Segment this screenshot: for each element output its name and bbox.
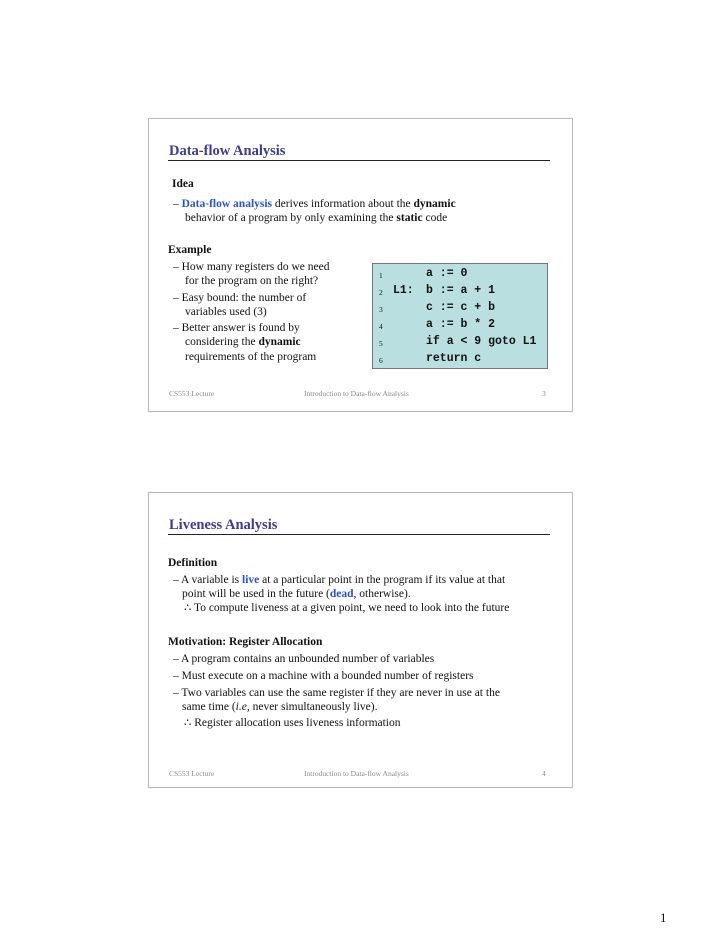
code-statement: a := b * 2	[426, 318, 496, 331]
footer-page: 3	[542, 389, 546, 398]
code-label: L1:	[393, 284, 414, 297]
bullet-3-cont2: requirements of the program	[185, 351, 317, 363]
bullet-2: – Easy bound: the number of	[173, 292, 307, 304]
idea-line-1: – Data-flow analysis derives information about the dynamic	[173, 198, 456, 210]
line-number: 3	[379, 305, 383, 314]
line-number: 2	[379, 288, 383, 297]
mot-line-5: ∴ Register allocation uses liveness information	[184, 717, 401, 729]
mot-line-3: – Two variables can use the same register if they are never in use at the	[173, 687, 500, 699]
code-line	[373, 301, 547, 318]
title-rule	[168, 160, 550, 161]
code-statement: a := 0	[426, 267, 468, 280]
def-line-2: point will be used in the future (dead, otherwise).	[182, 588, 411, 600]
footer-center: Introduction to Data-flow Analysis	[304, 769, 409, 778]
mot-line-2: – Must execute on a machine with a bounded number of registers	[173, 670, 474, 682]
def-line-1: – A variable is live at a particular point in the program if its value at that	[173, 574, 506, 586]
idea-line-2: behavior of a program by only examining the static code	[185, 212, 448, 224]
code-line	[373, 352, 547, 369]
bullet-3: – Better answer is found by	[173, 322, 300, 334]
slide-title: Liveness Analysis	[169, 517, 278, 533]
line-number: 1	[379, 271, 383, 280]
slide-title: Data-flow Analysis	[169, 143, 286, 159]
def-line-3: ∴ To compute liveness at a given point, we need to look into the future	[184, 602, 510, 614]
code-statement: b := a + 1	[426, 284, 496, 297]
footer-left: CS553 Lecture	[169, 389, 215, 398]
code-box	[372, 263, 548, 369]
page-number: 1	[660, 910, 667, 925]
line-number: 4	[379, 322, 383, 331]
bullet-2-cont: variables used (3)	[185, 306, 267, 318]
mot-line-1: – A program contains an unbounded number of variables	[173, 653, 435, 665]
definition-heading: Definition	[168, 557, 218, 569]
bullet-1-cont: for the program on the right?	[185, 275, 319, 287]
bullet-3-cont: considering the dynamic	[185, 336, 301, 348]
code-line	[373, 335, 547, 352]
footer-page: 4	[542, 769, 546, 778]
motivation-heading: Motivation: Register Allocation	[168, 636, 323, 648]
term-dataflow: Data-flow analysis	[181, 198, 273, 210]
slide-dataflow-analysis	[148, 118, 573, 412]
footer-left: CS553 Lecture	[169, 769, 215, 778]
code-statement: if a < 9 goto L1	[426, 335, 537, 348]
example-heading: Example	[168, 244, 212, 256]
code-line	[373, 267, 547, 284]
title-rule	[168, 534, 550, 535]
code-line	[373, 284, 547, 301]
bullet-1: – How many registers do we need	[173, 261, 330, 273]
line-number: 5	[379, 339, 383, 348]
mot-line-4: same time (i.e, never simultaneously live).	[182, 701, 378, 713]
footer-center: Introduction to Data-flow Analysis	[304, 389, 409, 398]
code-statement: c := c + b	[426, 301, 496, 314]
line-number: 6	[379, 356, 383, 365]
slide-liveness-analysis	[148, 492, 573, 788]
idea-heading: Idea	[172, 178, 194, 190]
code-statement: return c	[426, 352, 482, 365]
code-line	[373, 318, 547, 335]
